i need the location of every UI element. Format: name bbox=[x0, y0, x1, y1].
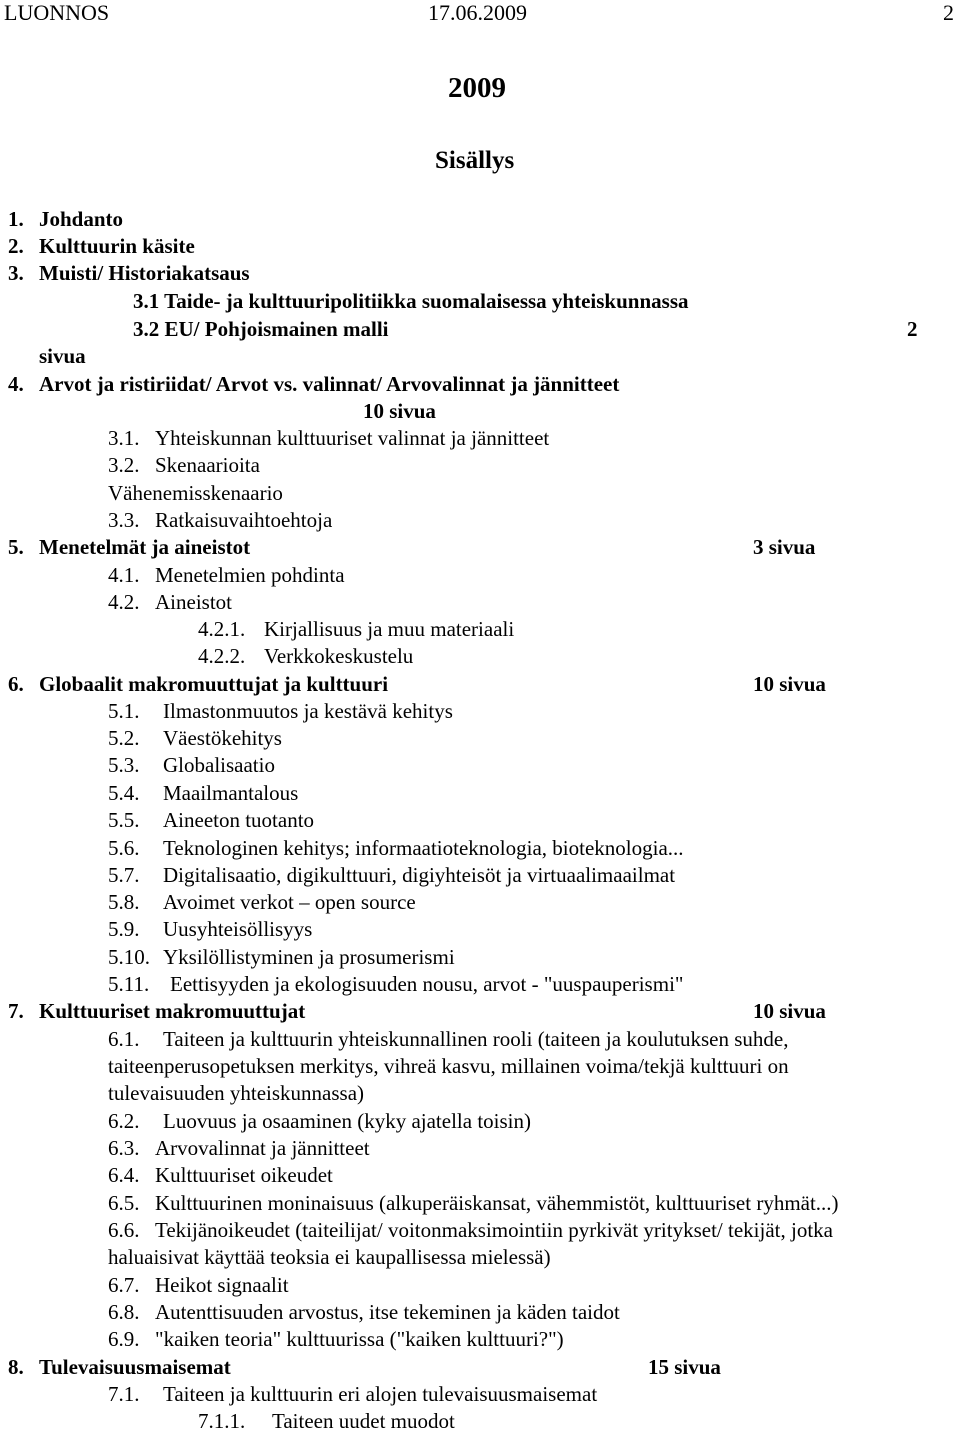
toc-entry-text: Verkkokeskustelu bbox=[264, 644, 414, 668]
toc-entry-text: Johdanto bbox=[39, 207, 124, 231]
toc-page-count: 2 bbox=[907, 317, 918, 341]
toc-number: 6.7. bbox=[108, 1273, 140, 1297]
toc-number: 5.10. bbox=[108, 945, 150, 969]
toc-number: 3.3. bbox=[108, 508, 140, 532]
toc-entry-text: sivua bbox=[39, 344, 86, 368]
toc-entry-text: Autenttisuuden arvostus, itse tekeminen ja käden taidot bbox=[155, 1300, 620, 1324]
document-year: 2009 bbox=[448, 72, 506, 104]
toc-entry-text: Kulttuuriset makromuuttujat bbox=[39, 999, 306, 1023]
toc-number: 6.4. bbox=[108, 1163, 140, 1187]
toc-entry-text: Muisti/ Historiakatsaus bbox=[39, 261, 250, 285]
toc-entry-text: haluaisivat käyttää teoksia ei kaupallisessa mielessä) bbox=[108, 1245, 551, 1269]
toc-number: 6.9. bbox=[108, 1327, 140, 1351]
toc-number: 6.2. bbox=[108, 1109, 140, 1133]
toc-entry-text: Teknologinen kehitys; informaatioteknologia, bioteknologia... bbox=[163, 836, 684, 860]
toc-entry-text: Vähenemisskenaario bbox=[108, 481, 283, 505]
toc-entry-text: Menetelmät ja aineistot bbox=[39, 535, 251, 559]
toc-entry-text: Tulevaisuusmaisemat bbox=[39, 1355, 231, 1379]
toc-number: 3.2. bbox=[108, 453, 140, 477]
toc-number: 4.2. bbox=[108, 590, 140, 614]
toc-entry-text: Kirjallisuus ja muu materiaali bbox=[264, 617, 515, 641]
toc-entry-text: tulevaisuuden yhteiskunnassa) bbox=[108, 1081, 365, 1105]
toc-number: 5.4. bbox=[108, 781, 140, 805]
toc-number: 5.2. bbox=[108, 726, 140, 750]
toc-number: 5.9. bbox=[108, 917, 140, 941]
toc-entry-text: Menetelmien pohdinta bbox=[155, 563, 345, 587]
toc-number: 3. bbox=[8, 261, 24, 285]
toc-number: 5.11. bbox=[108, 972, 150, 996]
toc-number: 1. bbox=[8, 207, 24, 231]
toc-number: 2. bbox=[8, 234, 24, 258]
toc-entry-text: "kaiken teoria" kulttuurissa ("kaiken kulttuuri?") bbox=[155, 1327, 564, 1351]
toc-entry-text: Ilmastonmuutos ja kestävä kehitys bbox=[163, 699, 453, 723]
toc-number: 6.8. bbox=[108, 1300, 140, 1324]
toc-page-count: 10 sivua bbox=[363, 399, 436, 423]
toc-number: 5.3. bbox=[108, 753, 140, 777]
toc-number: 4.1. bbox=[108, 563, 140, 587]
toc-entry-text: Luovuus ja osaaminen (kyky ajatella toisin) bbox=[163, 1109, 531, 1133]
toc-number: 6.5. bbox=[108, 1191, 140, 1215]
toc-page-count: 10 sivua bbox=[753, 999, 826, 1023]
toc-number: 5.8. bbox=[108, 890, 140, 914]
toc-entry-text: Tekijänoikeudet (taiteilijat/ voitonmaksimointiin pyrkivät yritykset/ tekijät, jotka bbox=[155, 1218, 833, 1242]
toc-entry-text: Kulttuuriset oikeudet bbox=[155, 1163, 333, 1187]
toc-entry-text: Taiteen uudet muodot bbox=[272, 1409, 455, 1433]
toc-entry-text: taiteenperusopetuksen merkitys, vihreä kasvu, millainen voima/tekjä kulttuuri on bbox=[108, 1054, 789, 1078]
toc-number: 4. bbox=[8, 372, 24, 396]
toc-entry-text: Aineistot bbox=[155, 590, 232, 614]
toc-entry-text: Uusyhteisöllisyys bbox=[163, 917, 313, 941]
toc-entry-text: 3.1 Taide- ja kulttuuripolitiikka suomalaisessa yhteiskunnassa bbox=[133, 289, 689, 313]
toc-entry-text: Taiteen ja kulttuurin yhteiskunnallinen rooli (taiteen ja koulutuksen suhde, bbox=[163, 1027, 789, 1051]
toc-entry-text: Taiteen ja kulttuurin eri alojen tulevaisuusmaisemat bbox=[163, 1382, 598, 1406]
toc-number: 7. bbox=[8, 999, 24, 1023]
toc-entry-text: Globalisaatio bbox=[163, 753, 275, 777]
toc-number: 7.1. bbox=[108, 1382, 140, 1406]
toc-entry-text: 3.2 EU/ Pohjoismainen malli bbox=[133, 317, 389, 341]
toc-entry-text: Kulttuurin käsite bbox=[39, 234, 195, 258]
header-page-number: 2 bbox=[943, 0, 954, 25]
toc-entry-text: Aineeton tuotanto bbox=[163, 808, 315, 832]
toc-entry-text: Heikot signaalit bbox=[155, 1273, 289, 1297]
toc-entry-text: Maailmantalous bbox=[163, 781, 299, 805]
toc-page-count: 3 sivua bbox=[753, 535, 816, 559]
toc-title: Sisällys bbox=[435, 147, 515, 174]
toc-entry-text: Väestökehitys bbox=[163, 726, 282, 750]
toc-page-count: 15 sivua bbox=[648, 1355, 721, 1379]
toc-entry-text: Avoimet verkot – open source bbox=[163, 890, 416, 914]
toc-number: 4.2.1. bbox=[198, 617, 246, 641]
toc-entry-text: Eettisyyden ja ekologisuuden nousu, arvot - "uuspauperismi" bbox=[170, 972, 684, 996]
toc-number: 5.6. bbox=[108, 836, 140, 860]
toc-number: 6.6. bbox=[108, 1218, 140, 1242]
toc-number: 8. bbox=[8, 1355, 24, 1379]
toc-entry-text: Skenaarioita bbox=[155, 453, 260, 477]
toc-number: 6.3. bbox=[108, 1136, 140, 1160]
header-date: 17.06.2009 bbox=[428, 0, 527, 25]
toc-number: 4.2.2. bbox=[198, 644, 246, 668]
toc-page-count: 10 sivua bbox=[753, 672, 826, 696]
toc-entry-text: Yksilöllistyminen ja prosumerismi bbox=[163, 945, 455, 969]
toc-number: 5.7. bbox=[108, 863, 140, 887]
toc-entry-text: Kulttuurinen moninaisuus (alkuperäiskansat, vähemmistöt, kulttuuriset ryhmät...) bbox=[155, 1191, 839, 1215]
toc-entry-text: Arvot ja ristiriidat/ Arvot vs. valinnat/ Arvovalinnat ja jännitteet bbox=[39, 372, 620, 396]
toc-entry-text: Digitalisaatio, digikulttuuri, digiyhteisöt ja virtuaalimaailmat bbox=[163, 863, 676, 887]
toc-number: 6.1. bbox=[108, 1027, 140, 1051]
toc-entry-text: Yhteiskunnan kulttuuriset valinnat ja jännitteet bbox=[155, 426, 550, 450]
toc-number: 3.1. bbox=[108, 426, 140, 450]
toc-entry-text: Ratkaisuvaihtoehtoja bbox=[155, 508, 333, 532]
toc-number: 5. bbox=[8, 535, 24, 559]
toc-entry-text: Globaalit makromuuttujat ja kulttuuri bbox=[39, 672, 389, 696]
toc-number: 5.5. bbox=[108, 808, 140, 832]
header-draft-label: LUONNOS bbox=[4, 0, 110, 25]
toc-number: 5.1. bbox=[108, 699, 140, 723]
toc-number: 6. bbox=[8, 672, 24, 696]
toc-entry-text: Arvovalinnat ja jännitteet bbox=[155, 1136, 370, 1160]
toc-number: 7.1.1. bbox=[198, 1409, 246, 1433]
